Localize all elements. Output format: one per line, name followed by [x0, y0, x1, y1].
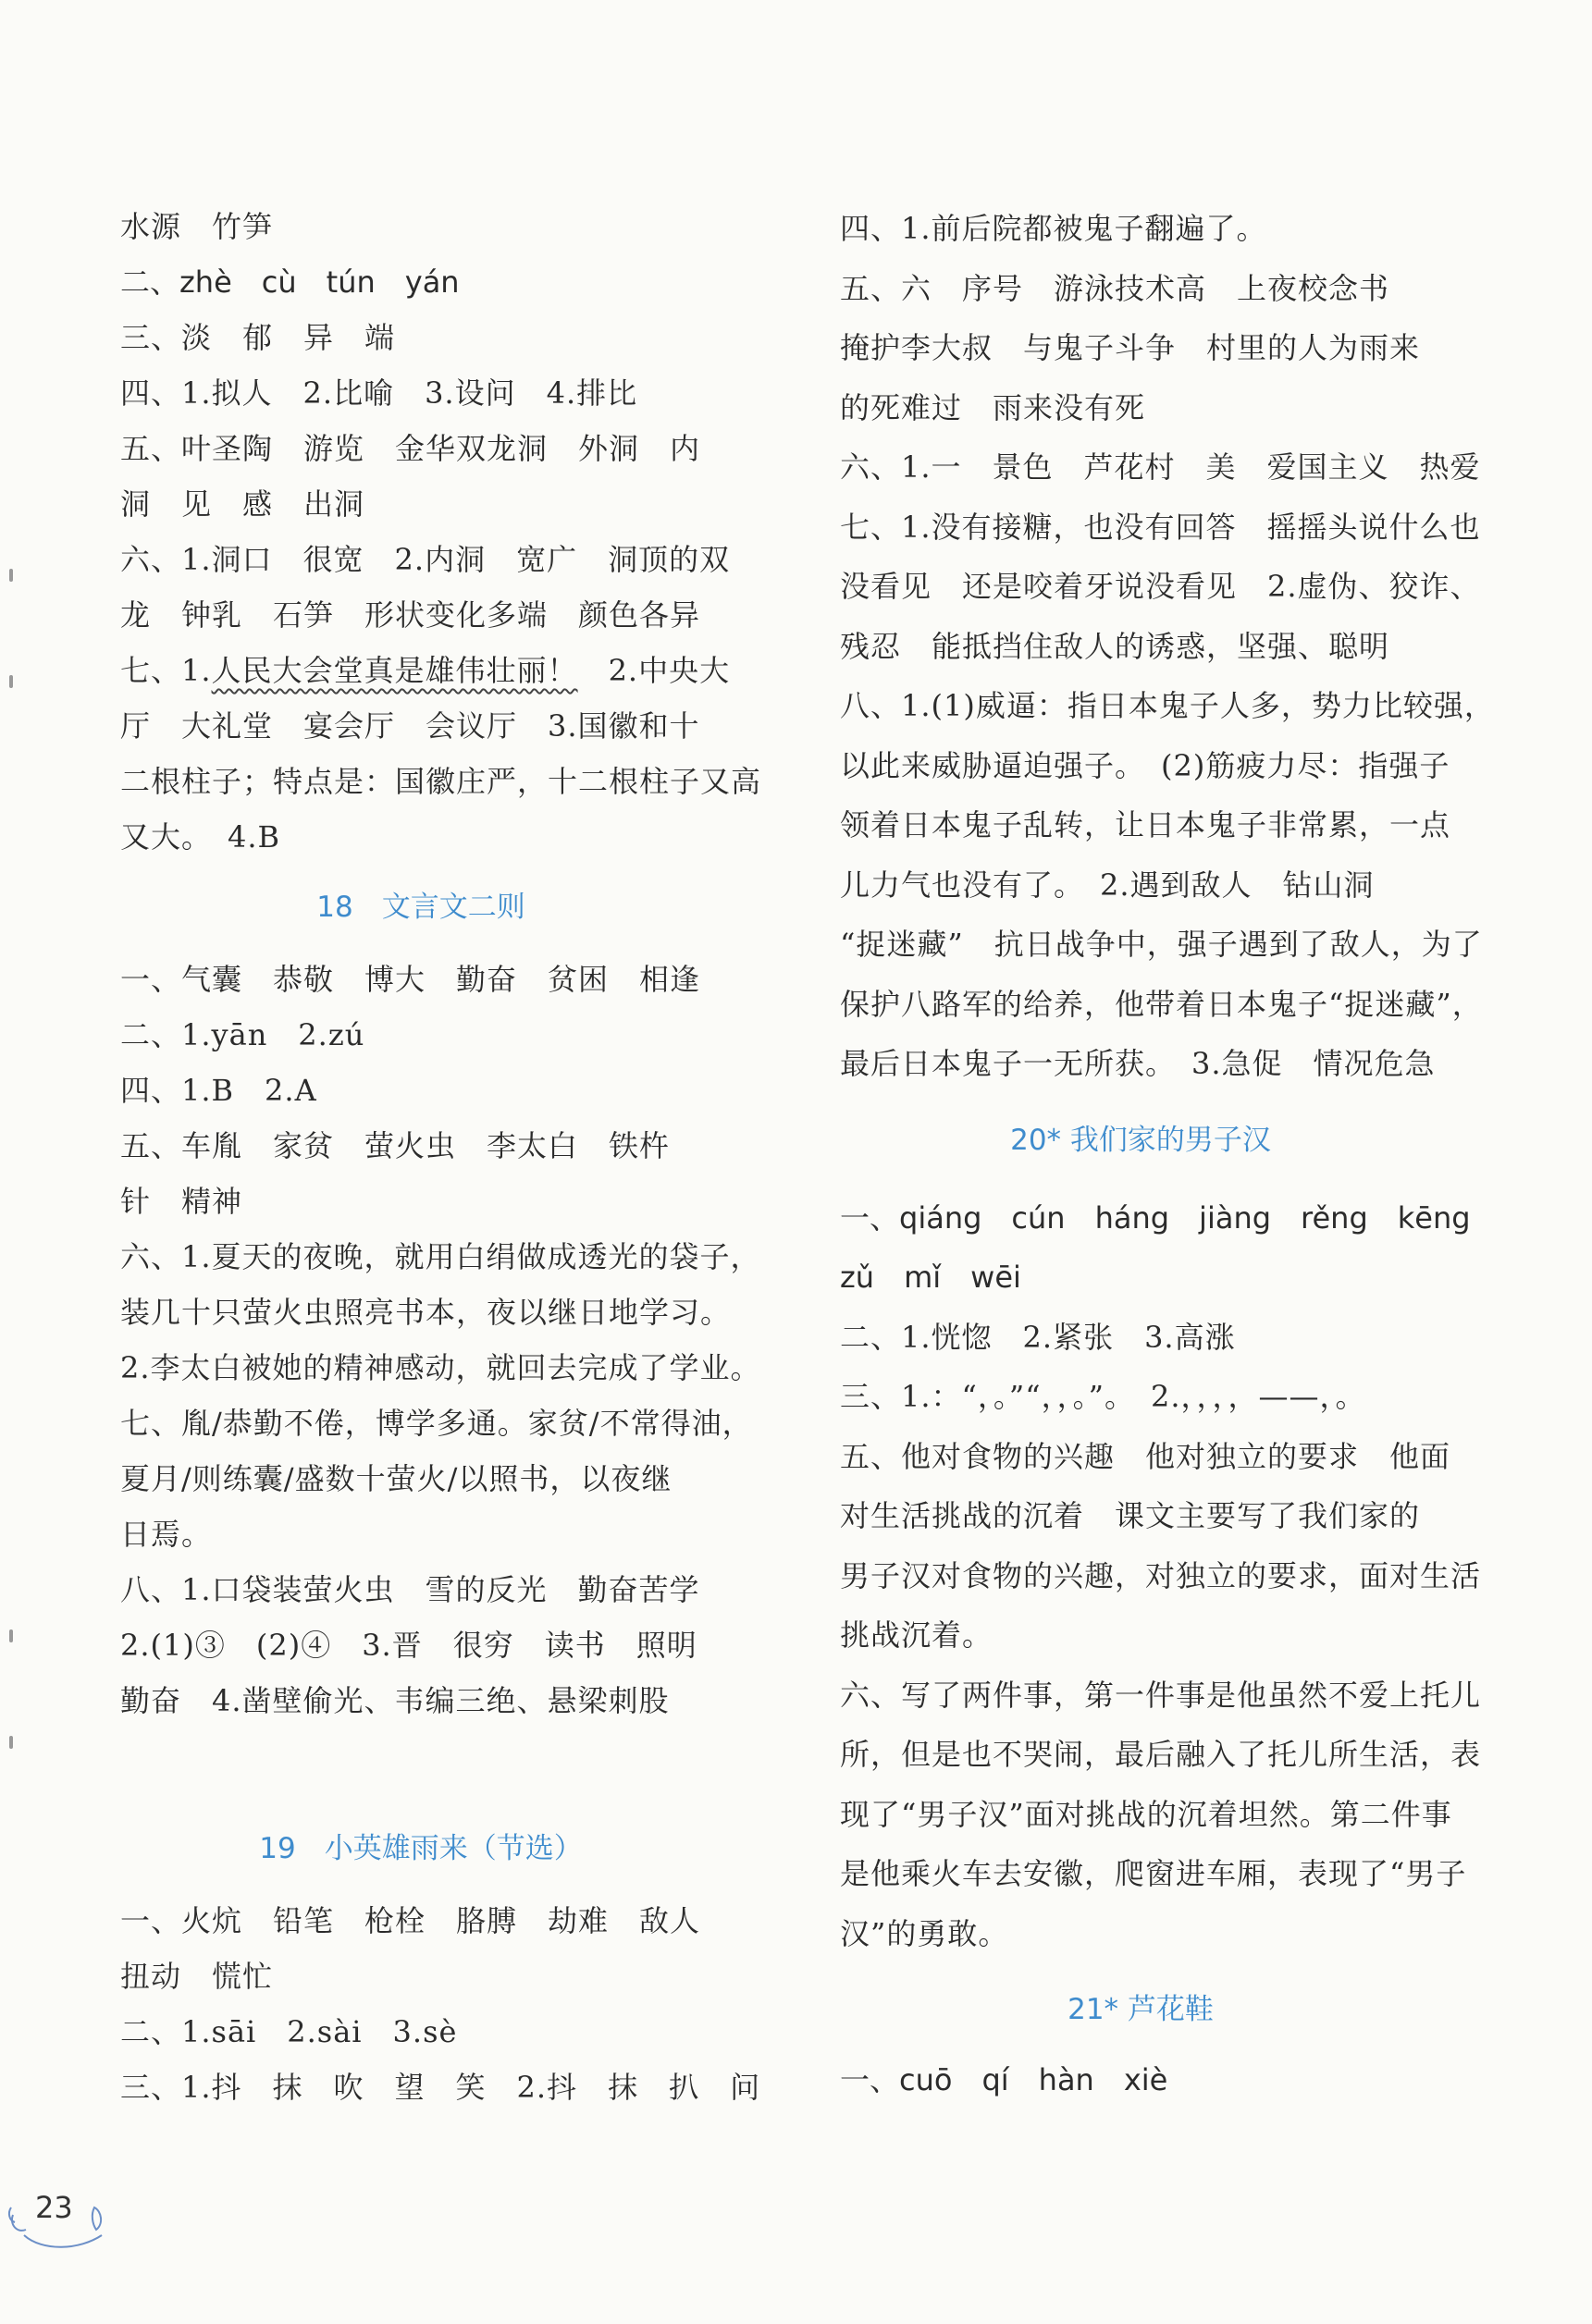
answer-line: 2.李太白被她的精神感动，就回去完成了学业。 — [120, 1350, 761, 1385]
answer-line: 所，但是也不哭闹，最后融入了托儿所生活，表 — [840, 1737, 1482, 1772]
answer-line: 七、1.没有接糖，也没有回答 摇摇头说什么也 — [840, 509, 1481, 545]
answer-line: 一、火炕 铅笔 枪栓 胳膊 劫难 敌人 — [120, 1903, 701, 1938]
answer-line: 二、zhè cù tún yán — [120, 264, 460, 300]
block-21-answers — [840, 2050, 1441, 2110]
answer-line: zǔ mǐ wēi — [840, 1260, 1021, 1295]
answer-line: 残忍 能抵挡住敌人的诱惑，坚强、聪明 — [840, 628, 1390, 664]
answer-line: 八、1.(1)威逼：指日本鬼子人多，势力比较强， — [840, 688, 1495, 723]
answer-line: 洞 见 感 出洞 — [120, 486, 365, 522]
block-18-answers — [120, 952, 761, 1728]
wavy-underlined-sentence: 人民大会堂真是雄伟壮丽！ — [211, 653, 578, 688]
answer-line: 勤奋 4.凿壁偷光、韦编三绝、悬梁刺股 — [120, 1683, 670, 1718]
answer-line: 二、1.恍惚 2.紧张 3.高涨 — [840, 1319, 1236, 1355]
answer-line: 四、1.B 2.A — [120, 1073, 317, 1108]
answer-line: 六、1.一 景色 芦花村 美 爱国主义 热爱 — [840, 449, 1481, 485]
answer-line: 领着日本鬼子乱转，让日本鬼子非常累，一点 — [840, 807, 1451, 842]
answer-line: 五、叶圣陶 游览 金华双龙洞 外洞 内 — [120, 431, 701, 466]
answer-line: 儿力气也没有了。 2.遇到敌人 钻山洞 — [840, 867, 1375, 903]
section-heading-19: 19 小英雄雨来（节选） — [259, 1832, 583, 1865]
answer-line: 扭动 慌忙 — [120, 1959, 274, 1994]
answer-line: 八、1.口袋装萤火虫 雪的反光 勤奋苦学 — [120, 1572, 700, 1607]
answer-line: 二、1.sāi 2.sài 3.sè — [120, 2014, 458, 2049]
answer-line: 一、气囊 恭敬 博大 勤奋 贫困 相逢 — [120, 962, 701, 997]
answer-line: 掩护李大叔 与鬼子斗争 村里的人为雨来 — [840, 330, 1421, 365]
answer-line: 的死难过 雨来没有死 — [840, 389, 1146, 425]
section-heading-20: 20* 我们家的男子汉 — [1010, 1123, 1271, 1157]
answer-line: 以此来威胁逼迫强子。 (2)筋疲力尽：指强子 — [840, 747, 1450, 783]
answer-line: 三、淡 郁 异 端 — [120, 320, 396, 355]
answer-prefix: 七、1. — [120, 653, 212, 688]
answer-line: 对生活挑战的沉着 课文主要写了我们家的 — [840, 1498, 1421, 1533]
answer-line: 水源 竹笋 — [120, 209, 274, 244]
answer-line: 四、1.拟人 2.比喻 3.设问 4.排比 — [120, 375, 638, 411]
answer-line: “捉迷藏” 抗日战争中，强子遇到了敌人，为了 — [840, 927, 1483, 962]
answer-line-underlined — [120, 643, 731, 698]
binding-mark — [9, 675, 13, 688]
block-17-answers — [120, 199, 762, 865]
answer-line: 汉”的勇敢。 — [840, 1915, 1009, 1951]
answer-line: 是他乘火车去安徽，爬窗进车厢，表现了“男子 — [840, 1856, 1467, 1891]
answer-line: 三、1.抖 抹 吹 望 笑 2.抖 抹 扒 问 — [120, 2070, 761, 2105]
answer-line: 最后日本鬼子一无所获。 3.急促 情况危急 — [840, 1046, 1436, 1081]
answer-line: 保护八路军的给养，他带着日本鬼子“捉迷藏”， — [840, 986, 1483, 1022]
answer-line: 三、1.：“，。”“，，。”。 2.，，，，——，。 — [840, 1379, 1366, 1414]
page-number: 23 — [35, 2190, 73, 2225]
answer-line: 一、qiáng cún háng jiàng rěng kēng — [840, 1199, 1471, 1236]
answer-line: 六、1.夏天的夜晚，就用白绢做成透光的袋子， — [120, 1239, 761, 1274]
answer-line: 挑战沉着。 — [840, 1617, 993, 1653]
binding-mark — [9, 1736, 13, 1749]
answer-line: 六、写了两件事，第一件事是他虽然不爱上托儿 — [840, 1677, 1482, 1713]
answer-line: 男子汉对食物的兴趣，对独立的要求，面对生活 — [840, 1557, 1482, 1593]
section-heading-21: 21* 芦花鞋 — [1068, 1993, 1214, 2026]
answer-line: 没看见 还是咬着牙说没看见 2.虚伪、狡诈、 — [840, 569, 1481, 604]
block-19-continued — [840, 199, 1495, 1094]
answer-line: 2.(1)③ (2)④ 3.晋 很穷 读书 照明 — [120, 1628, 697, 1663]
answer-line: 五、六 序号 游泳技术高 上夜校念书 — [840, 270, 1390, 306]
block-20-answers — [840, 1188, 1482, 1964]
answer-line: 一、cuō qí hàn xiè — [840, 2062, 1168, 2097]
answer-line: 装几十只萤火虫照亮书本，夜以继日地学习。 — [120, 1295, 732, 1330]
answer-line: 七、胤/恭勤不倦，博学多通。家贫/不常得油， — [120, 1406, 753, 1441]
answer-line: 二根柱子；特点是：国徽庄严，十二根柱子又高 — [120, 764, 762, 799]
binding-mark — [9, 1629, 13, 1642]
answer-line: 龙 钟乳 石笋 形状变化多端 颜色各异 — [120, 597, 701, 633]
answer-line: 五、车胤 家贫 萤火虫 李太白 铁杵 — [120, 1128, 671, 1163]
answer-line: 现了“男子汉”面对挑战的沉着坦然。第二件事 — [840, 1796, 1452, 1832]
answer-line: 日焉。 — [120, 1517, 213, 1552]
right-column — [840, 199, 1495, 2110]
answer-line: 四、1.前后院都被鬼子翻遍了。 — [840, 211, 1267, 246]
answer-suffix: 2.中央大 — [577, 653, 731, 688]
answer-line: 厅 大礼堂 宴会厅 会议厅 3.国徽和十 — [120, 708, 700, 744]
left-column — [120, 199, 762, 2115]
answer-line: 又大。 4.B — [120, 819, 281, 855]
answer-line: 针 精神 — [120, 1184, 243, 1219]
answer-line: 二、1.yān 2.zú — [120, 1017, 365, 1052]
answer-line: 六、1.洞口 很宽 2.内洞 宽广 洞顶的双 — [120, 542, 731, 577]
block-19-answers — [120, 1893, 761, 2115]
binding-mark — [9, 569, 13, 582]
section-heading-18: 18 文言文二则 — [316, 891, 525, 924]
answer-line: 五、他对食物的兴趣 他对独立的要求 他面 — [840, 1438, 1451, 1474]
answer-line: 夏月/则练囊/盛数十萤火/以照书，以夜继 — [120, 1461, 673, 1496]
